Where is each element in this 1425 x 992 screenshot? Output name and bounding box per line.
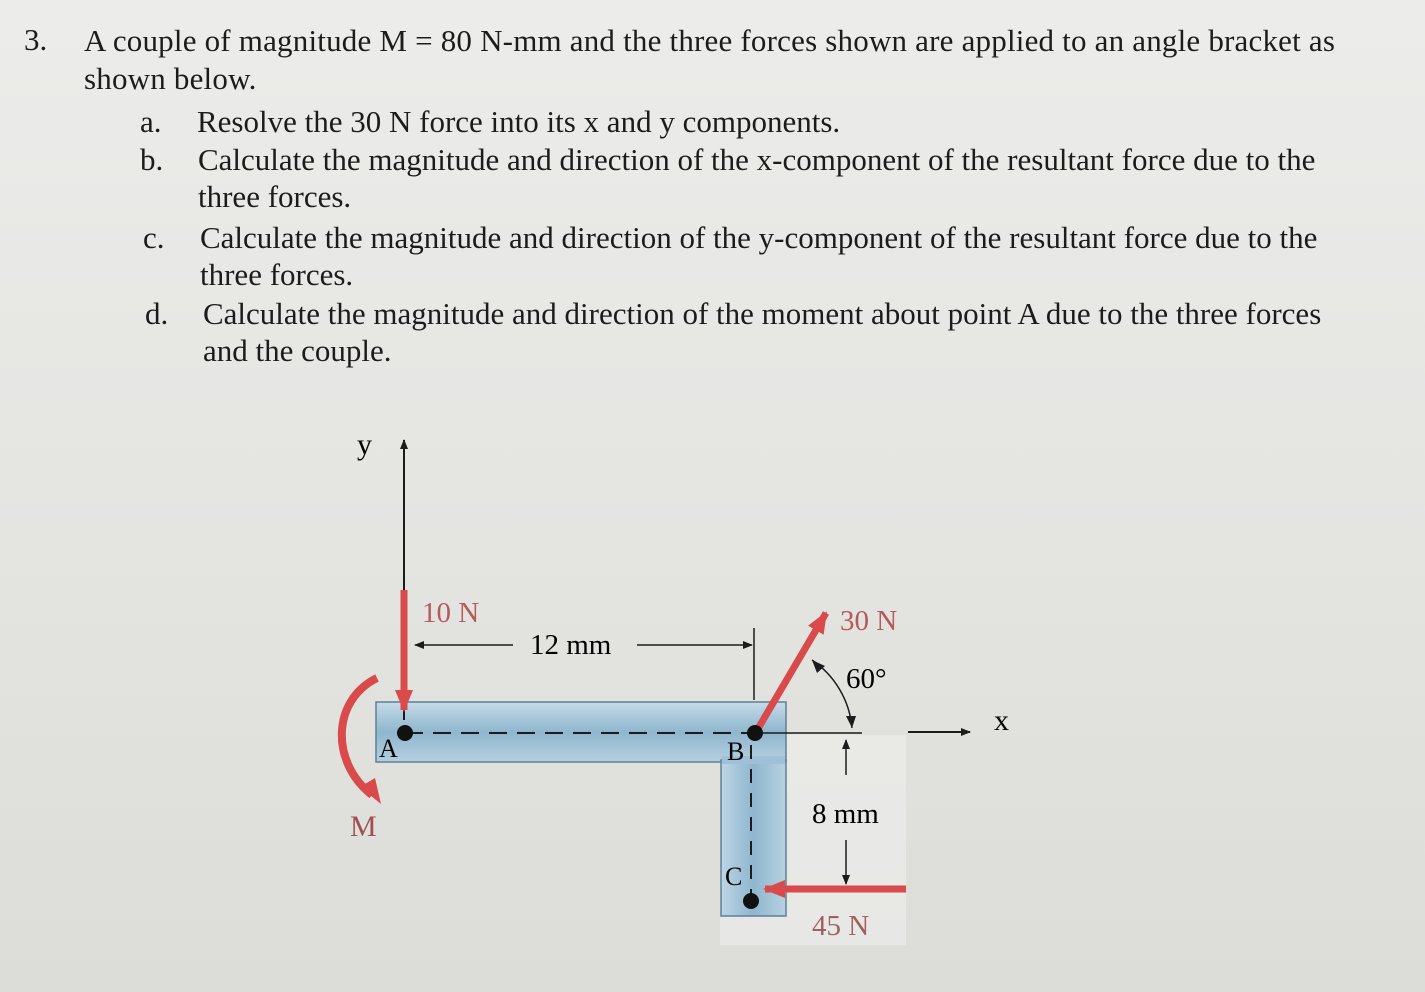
question-stem: A couple of magnitude M = 80 N-mm and the three forces shown are applied to an angle bracket as shown below. [84,23,1336,96]
point-b-label: B [727,737,745,766]
force-45n-label: 45 N [812,910,870,942]
couple-arc [342,678,377,795]
force-10n-label: 10 N [422,597,480,629]
angle-label: 60° [846,663,887,695]
point-c-dot [743,893,759,909]
point-b-dot [747,725,763,741]
angle-arc-head [812,660,825,673]
angle-arc-tail [846,716,856,728]
part-b-text: Calculate the magnitude and direction of the x-component of the resultant force due to the three forces. [198,142,1316,214]
force-30n-arrow [756,613,826,732]
dimension-12mm-label: 12 mm [530,629,612,661]
x-axis-label: x [994,704,1009,737]
y-axis-label: y [357,428,372,461]
point-a-label: A [379,734,398,763]
point-a-dot [397,725,413,741]
part-b-marker: b. [140,142,164,177]
force-30n-label: 30 N [840,605,898,637]
part-c-text: Calculate the magnitude and direction of the y-component of the resultant force due to the three forces. [200,220,1318,292]
point-c-label: C [725,862,743,891]
part-a-text: Resolve the 30 N force into its x and y components. [197,104,841,139]
part-c-marker: c. [143,220,165,255]
couple-label: M [350,810,377,843]
question-number: 3. [24,22,48,57]
part-d-text: Calculate the magnitude and direction of the moment about point A due to the three forces and the couple. [203,296,1322,368]
part-a-marker: a. [140,104,162,139]
part-d-marker: d. [145,296,169,331]
dimension-8mm-label: 8 mm [812,798,879,830]
